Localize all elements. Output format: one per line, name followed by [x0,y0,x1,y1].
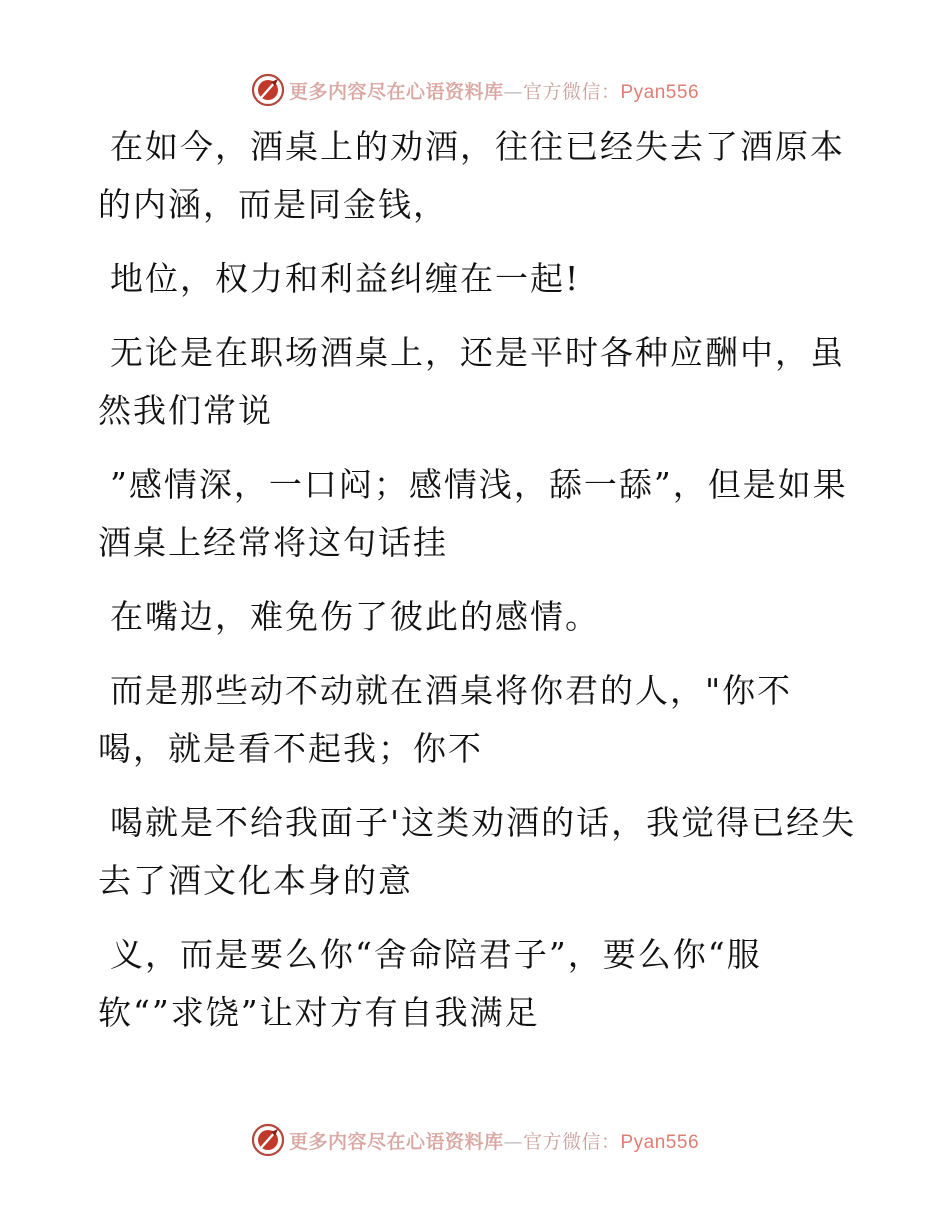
footer-watermark [0,1120,950,1160]
paragraph-text: 在如今，酒桌上的劝酒，往往已经失去了酒原本的内涵，而是同金钱， [98,127,845,224]
paragraph [98,118,858,234]
paragraph [98,662,858,778]
watermark-title: 更多内容尽在心语资料库 [288,1130,504,1153]
paragraph-text: 无论是在职场酒桌上，还是平时各种应酬中，虽然我们常说 [98,333,845,430]
paragraph-text: ”感情深，一口闷；感情浅，舔一舔”，但是如果酒桌上经常将这句话挂 [98,465,848,562]
header-watermark [0,70,950,110]
paragraph-text: 喝就是不给我面子'这类劝酒的话，我觉得已经失去了酒文化本身的意 [98,803,857,900]
paragraph-text: 而是那些动不动就在酒桌将你君的人，"你不喝，就是看不起我；你不 [98,671,793,768]
paragraph [98,456,858,572]
paragraph [98,324,858,440]
watermark-wechat-id: Pyan556 [620,1131,700,1153]
document-body [98,118,858,1058]
paragraph-text: 在嘴边，难免伤了彼此的感情。 [110,597,600,636]
pen-logo-icon [251,1123,285,1157]
watermark-wechat-id: Pyan556 [620,81,700,103]
watermark-dash: — [503,1130,523,1153]
watermark-wechat-label: 官方微信： [522,1130,621,1153]
pen-logo-icon [251,73,285,107]
paragraph [98,926,858,1042]
watermark-dash: — [503,80,523,103]
paragraph-text: 地位，权力和利益纠缠在一起! [110,259,581,298]
paragraph [98,588,858,646]
watermark-title: 更多内容尽在心语资料库 [288,80,504,103]
paragraph-text: 义，而是要么你“舍命陪君子”，要么你“服软“”求饶”让对方有自我满足 [98,935,762,1032]
paragraph [98,794,858,910]
paragraph [98,250,858,308]
watermark-wechat-label: 官方微信： [522,80,621,103]
